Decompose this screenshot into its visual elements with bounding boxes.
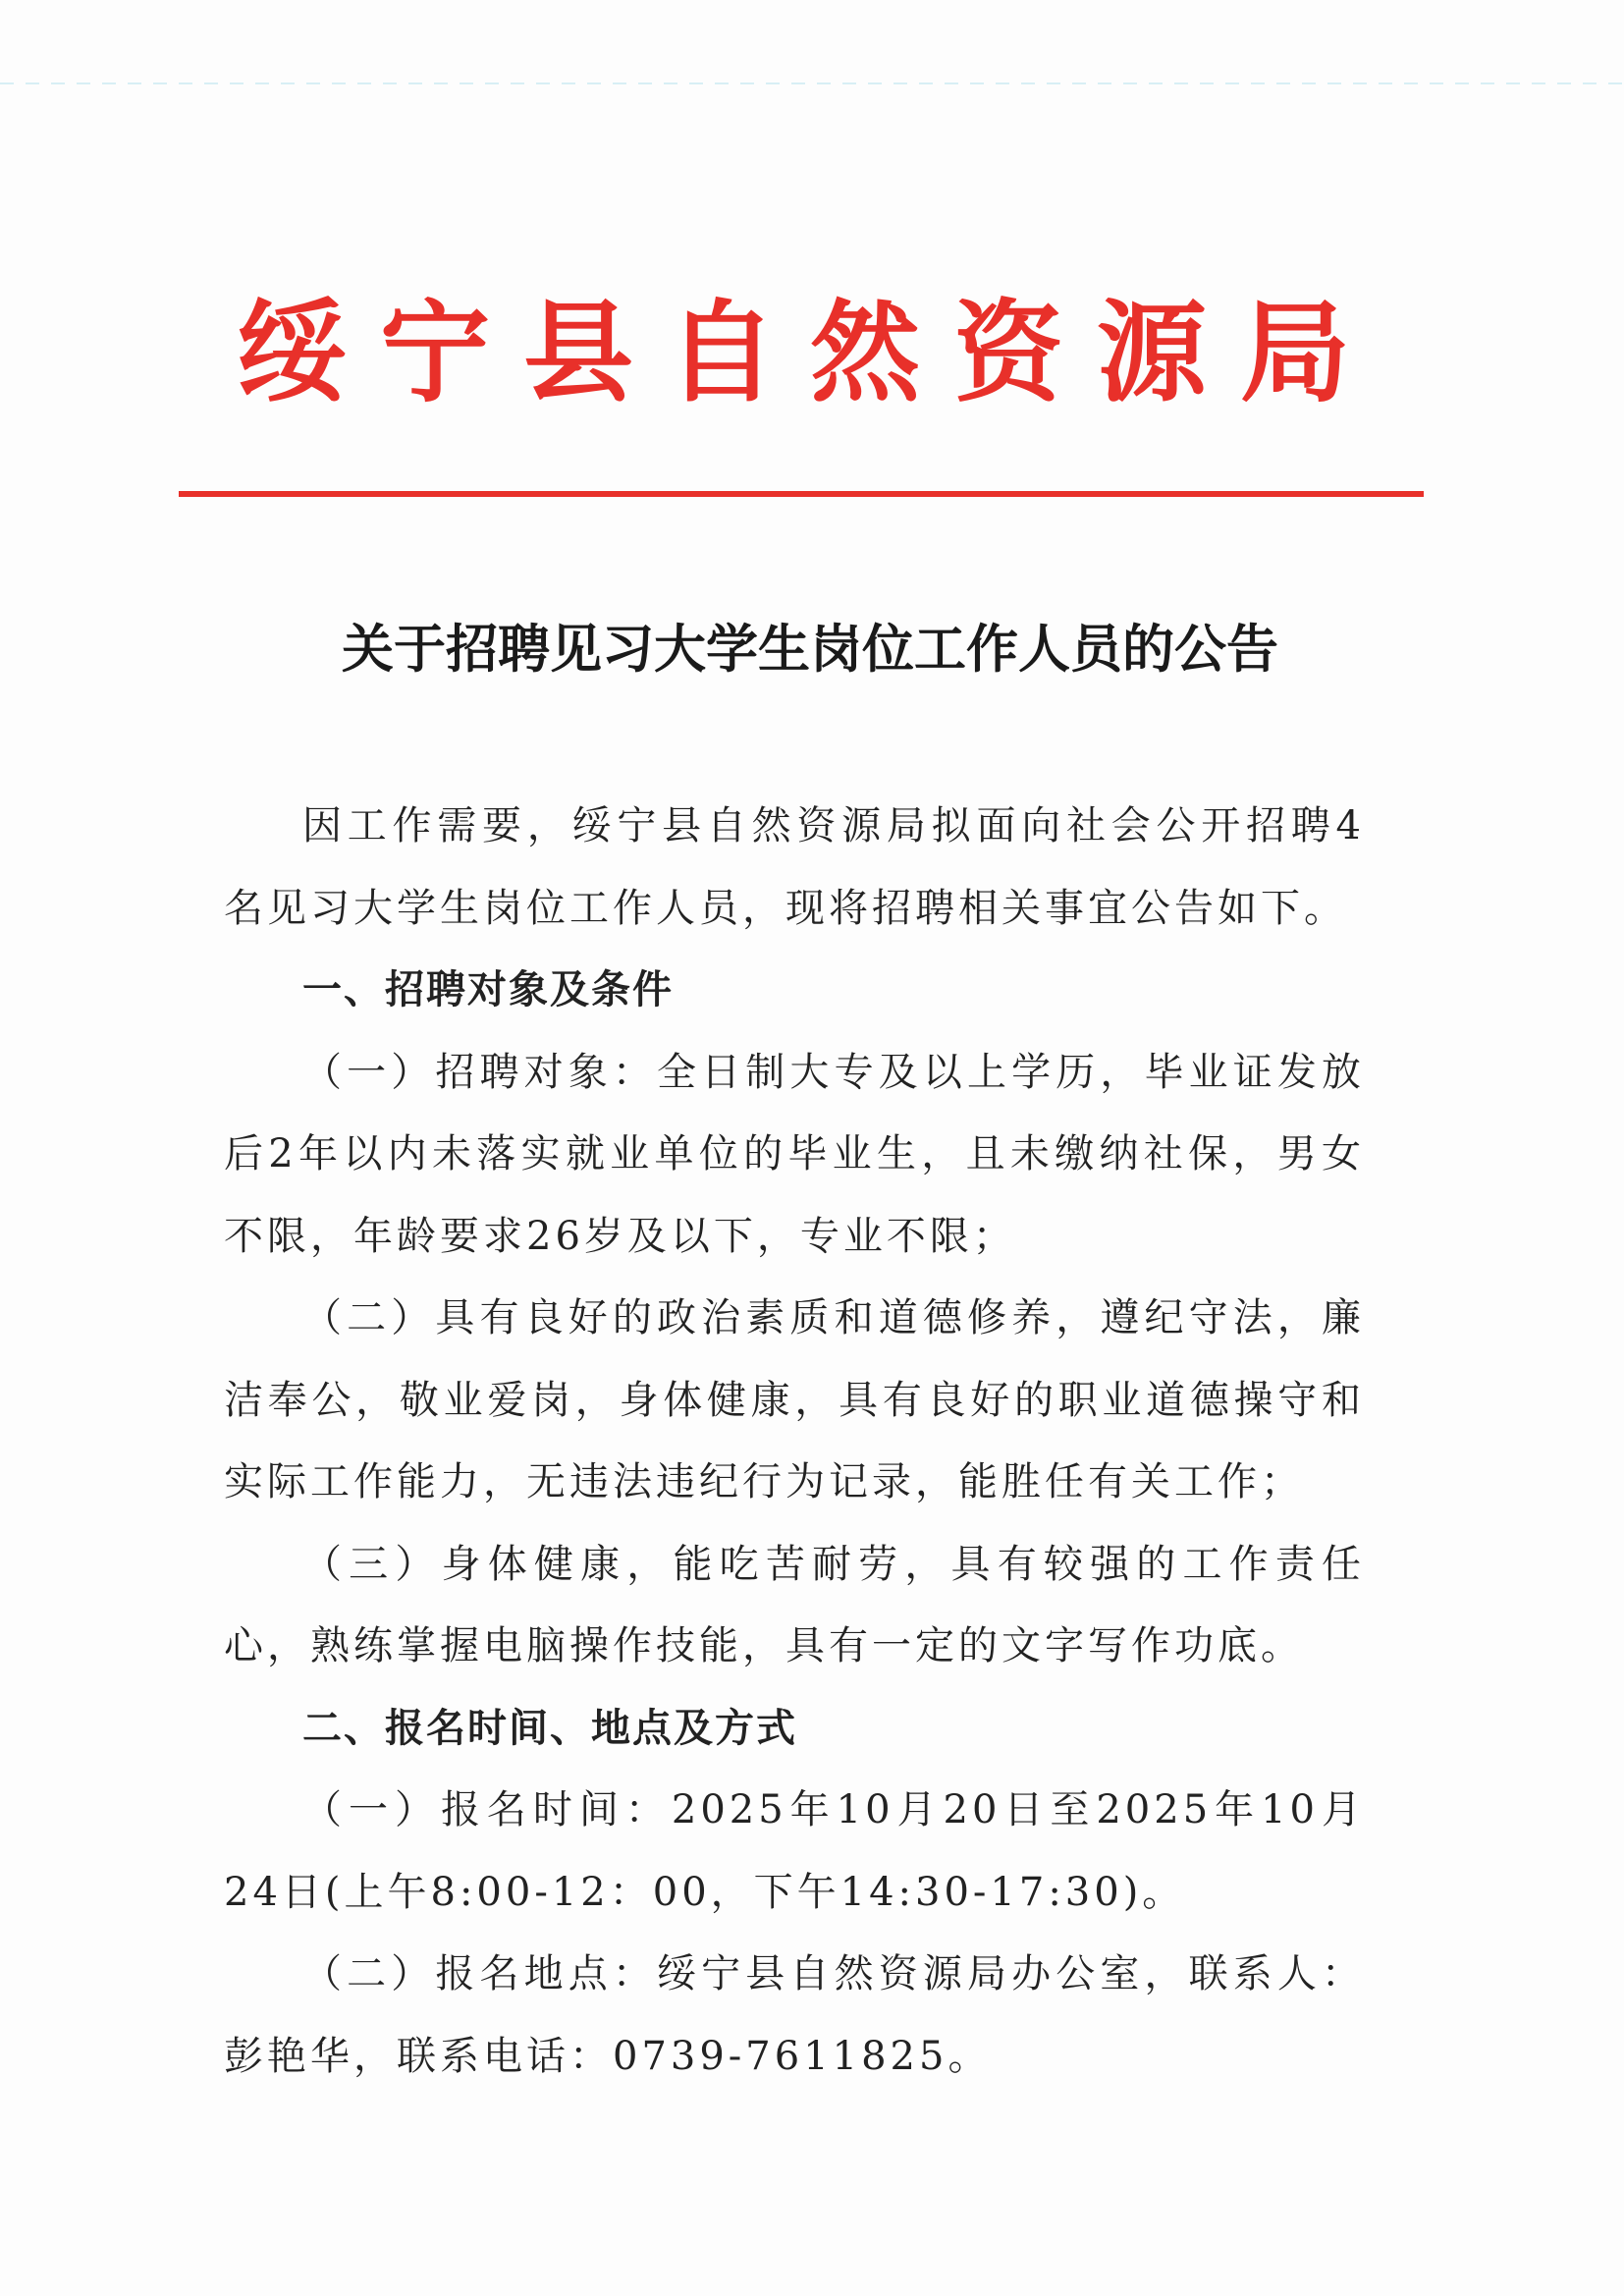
scan-border-line — [0, 82, 1624, 84]
document-title: 关于招聘见习大学生岗位工作人员的公告 — [342, 620, 1278, 680]
document-body — [224, 786, 1365, 2098]
registration-time: （一）报名时间：2025年10月20日至2025年10月24日(上午8:00-12：00，下午14:30-17:30)。 — [224, 1787, 1365, 1915]
letterhead-red-rule — [179, 491, 1424, 497]
section-heading-registration: 二、报名时间、地点及方式 — [302, 1705, 797, 1751]
condition-item-3: （三）身体健康，能吃苦耐劳，具有较强的工作责任心，熟练掌握电脑操作技能，具有一定的文字写作功底。 — [224, 1541, 1365, 1668]
agency-letterhead: 绥宁县自然资源局 — [237, 289, 1383, 417]
condition-item-2: （二）具有良好的政治素质和道德修养，遵纪守法，廉洁奉公，敬业爱岗，身体健康，具有良好的职业道德操守和实际工作能力，无违法违纪行为记录，能胜任有关工作； — [224, 1295, 1365, 1504]
condition-item-1: （一）招聘对象：全日制大专及以上学历，毕业证发放后2年以内未落实就业单位的毕业生，且未缴纳社保，男女不限，年龄要求26岁及以下，专业不限； — [224, 1049, 1365, 1259]
section-heading-conditions: 一、招聘对象及条件 — [302, 967, 674, 1012]
registration-location: （二）报名地点：绥宁县自然资源局办公室，联系人：彭艳华，联系电话：0739-7611825。 — [224, 1951, 1365, 2079]
intro-paragraph: 因工作需要，绥宁县自然资源局拟面向社会公开招聘4名见习大学生岗位工作人员，现将招聘相关事宜公告如下。 — [224, 803, 1365, 931]
